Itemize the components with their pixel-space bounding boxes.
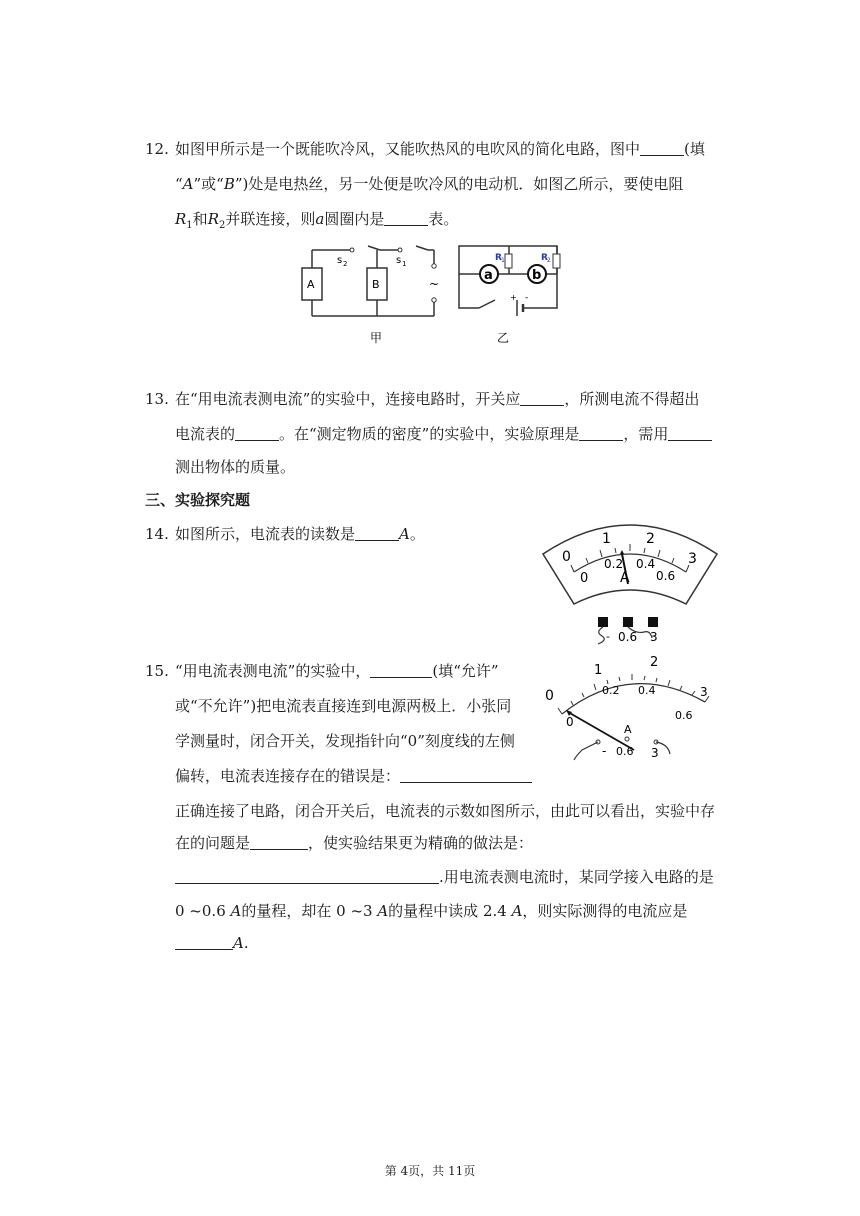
svg-text:1: 1: [602, 531, 611, 547]
svg-text:0.6: 0.6: [675, 709, 693, 722]
circuit-diagram-yi: [455, 238, 567, 346]
svg-text:A: A: [620, 570, 630, 586]
answer-blank[interactable]: [520, 387, 564, 406]
svg-text:a: a: [484, 268, 493, 283]
svg-text:R: R: [541, 253, 548, 263]
circuit-diagram-jia: [290, 238, 450, 346]
question-number: 14.: [145, 525, 169, 543]
q13-line-1: 在“用电流表测电流”的实验中，连接电路时，开关应 ，所测电流不得超出: [175, 383, 699, 416]
svg-text:0: 0: [580, 571, 589, 586]
switch-s2: [368, 246, 380, 250]
answer-blank[interactable]: [668, 422, 712, 441]
q13-line-2: 电流表的 。在“测定物质的密度”的实验中，实验原理是 ，需用: [175, 418, 712, 451]
label-a: A: [307, 278, 315, 291]
svg-text:0: 0: [566, 715, 574, 729]
question-14: [0, 518, 540, 552]
svg-text:-: -: [606, 630, 610, 643]
figure-caption-jia: 甲: [370, 331, 383, 345]
svg-text:0.4: 0.4: [638, 684, 656, 697]
svg-text:0.6: 0.6: [656, 569, 676, 583]
svg-text:0.2: 0.2: [602, 684, 620, 697]
q15-line-7: .用电流表测电流时，某同学接入电路的是: [175, 861, 714, 894]
svg-text:s: s: [337, 255, 343, 266]
svg-text:0.2: 0.2: [604, 557, 624, 571]
svg-text:0: 0: [562, 549, 571, 565]
answer-blank[interactable]: [400, 764, 532, 783]
svg-text:-: -: [602, 744, 607, 758]
answer-blank[interactable]: [235, 422, 279, 441]
answer-blank[interactable]: [250, 831, 308, 850]
svg-text:b: b: [532, 268, 542, 283]
svg-text:0.6: 0.6: [618, 630, 638, 644]
q15-line-5: 正确连接了电路，闭合开关后，电流表的示数如图所示，由此可以看出，实验中存: [175, 802, 716, 820]
answer-blank[interactable]: [640, 137, 684, 156]
q15-line-1: “用电流表测电流”的实验中， (填“允许”: [175, 655, 499, 688]
label-b: B: [372, 278, 380, 291]
question-15: [0, 655, 860, 955]
terminal-3: [648, 617, 658, 627]
svg-text:0.4: 0.4: [636, 557, 656, 571]
switch-s1: [416, 246, 428, 250]
q15-line-8: 0 ~0.6 A的量程，却在 0 ~3 A的量程中读成 2.4 A，则实际测得的电流应是: [175, 902, 688, 920]
svg-text:0: 0: [545, 688, 554, 704]
q15-line-4: 偏转，电流表连接存在的错误是：: [175, 760, 532, 793]
svg-text:1: 1: [501, 257, 505, 264]
q13-line-3: 测出物体的质量。: [175, 458, 296, 476]
answer-blank[interactable]: [355, 522, 399, 541]
svg-text:R: R: [495, 253, 502, 263]
ac-source-symbol: ~: [429, 277, 440, 291]
q15-line-6: 在的问题是 ，使实验结果更为精确的做法是：: [175, 827, 533, 860]
svg-text:-: -: [525, 293, 529, 303]
q12-line-3: $R_1$和$R_2$并联连接，则a圆圈内是 表。: [175, 203, 458, 242]
q12-line-1: 如图甲所示是一个既能吹冷风，又能吹热风的电吹风的简化电路，图中 (填: [175, 133, 705, 166]
terminal-minus: [598, 617, 608, 627]
svg-text:0.6: 0.6: [616, 745, 634, 758]
question-12: [0, 133, 860, 243]
answer-blank[interactable]: [175, 931, 233, 950]
page-footer: 第 4页，共 11页: [384, 1164, 476, 1178]
svg-text:2: 2: [343, 260, 348, 268]
answer-blank[interactable]: [370, 659, 432, 678]
terminal-0.6: [623, 617, 633, 627]
q15-line-2: 或“不允许”)把电流表直接连到电源两极上．小张同: [175, 697, 512, 715]
svg-text:A: A: [624, 723, 632, 736]
q15-line-9: A.: [175, 927, 249, 960]
answer-blank[interactable]: [384, 207, 428, 226]
question-number: 13.: [145, 390, 169, 408]
wire-left: [598, 627, 604, 644]
answer-blank[interactable]: [579, 422, 623, 441]
svg-text:2: 2: [646, 531, 655, 547]
svg-text:1: 1: [594, 663, 603, 678]
q15-line-3: 学测量时，闭合开关，发现指针向“0”刻度线的左侧: [175, 732, 515, 750]
answer-blank[interactable]: [175, 865, 439, 884]
svg-text:2: 2: [547, 257, 551, 264]
svg-text:3: 3: [688, 551, 697, 567]
svg-text:3: 3: [650, 630, 658, 644]
svg-text:+: +: [510, 293, 517, 302]
figure-caption-yi: 乙: [497, 331, 510, 345]
section-heading: 三、实验探究题: [145, 491, 251, 509]
q12-line-2: “A”或“B”)处是电热丝，另一处便是吹冷风的电动机．如图乙所示，要使电阻: [175, 175, 684, 193]
question-number: 15.: [145, 662, 169, 680]
question-number: 12.: [145, 140, 169, 158]
svg-text:s: s: [396, 255, 402, 266]
svg-text:1: 1: [402, 260, 407, 268]
question-13: [0, 383, 860, 483]
q14-line-1: 如图所示，电流表的读数是 A。: [175, 518, 425, 551]
ammeter-q14: [540, 514, 720, 646]
svg-text:2: 2: [650, 655, 659, 670]
svg-text:3: 3: [700, 685, 708, 699]
svg-text:3: 3: [651, 746, 659, 760]
